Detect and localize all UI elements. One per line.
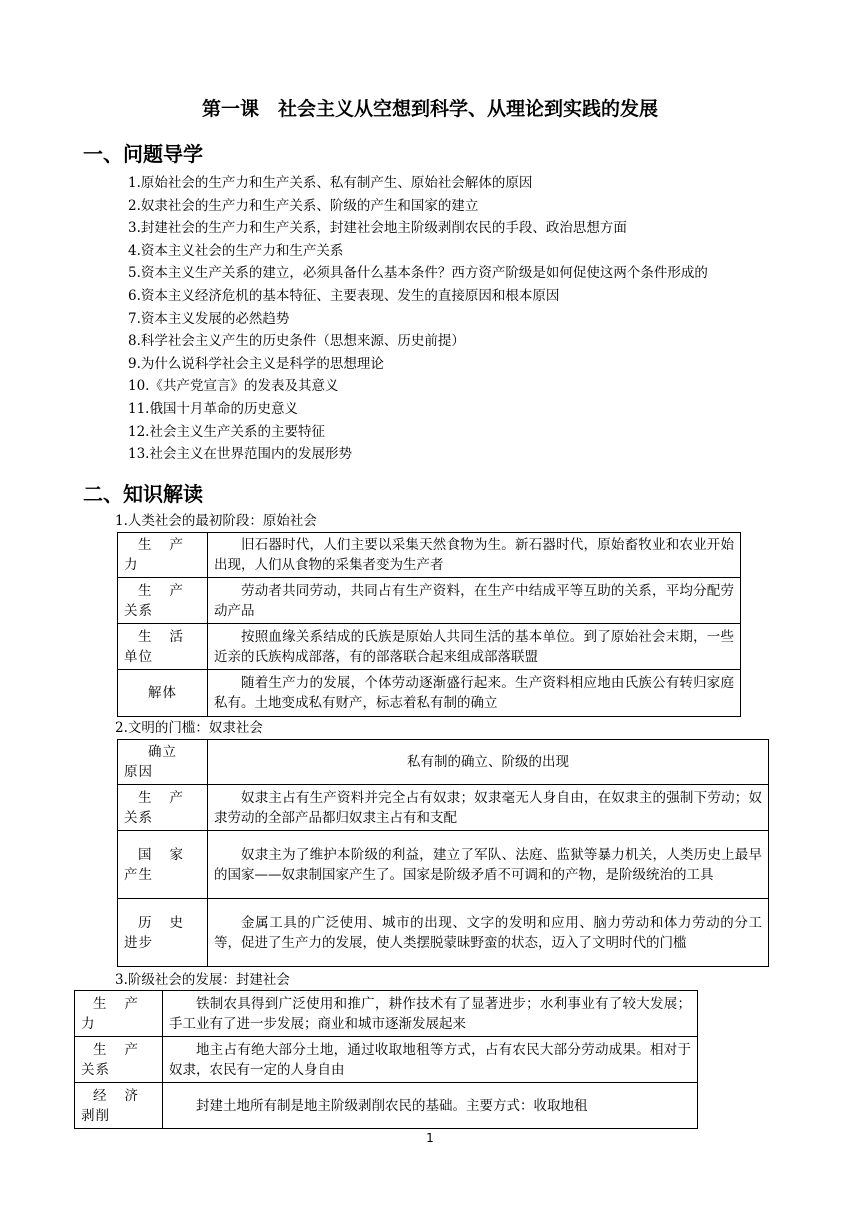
row-label: 生活 单位: [118, 624, 208, 670]
section-heading-knowledge: 二、知识解读: [83, 482, 203, 506]
table-row: [118, 740, 769, 785]
row-content: 奴隶主占有生产资料并完全占有奴隶；奴隶毫无人身自由，在奴隶主的强制下劳动；奴隶劳动的全部产品都归奴隶主占有和支配: [208, 785, 769, 831]
subsection-title-slave: 2.文明的门槛：奴隶社会: [115, 720, 263, 736]
table-row: [118, 899, 769, 967]
row-content: 地主占有绝大部分土地，通过收取地租等方式，占有农民大部分劳动成果。相对于奴隶，农民有一定的人身自由: [163, 1037, 698, 1083]
row-label: 解体: [118, 670, 208, 717]
row-label: 国家 产生: [118, 831, 208, 899]
question-item: 3.封建社会的生产力和生产关系，封建社会地主阶级剥削农民的手段、政治思想方面: [128, 220, 627, 237]
row-label: 生产 力: [75, 991, 163, 1037]
row-label: 生产 关系: [118, 578, 208, 624]
feudal-society-table: [74, 990, 698, 1129]
row-content: 旧石器时代，人们主要以采集天然食物为生。新石器时代，原始畜牧业和农业开始出现，人们从食物的采集者变为生产者: [208, 533, 741, 578]
question-item: 9.为什么说科学社会主义是科学的思想理论: [128, 355, 384, 372]
row-label: 确立 原因: [118, 740, 208, 785]
row-content: 奴隶主为了维护本阶级的利益，建立了军队、法庭、监狱等暴力机关，人类历史上最早的国家——奴隶制国家产生了。国家是阶级矛盾不可调和的产物，是阶级统治的工具: [208, 831, 769, 899]
page-number: 1: [426, 1131, 434, 1145]
row-label: 生产 关系: [75, 1037, 163, 1083]
row-content: 金属工具的广泛使用、城市的出现、文字的发明和应用、脑力劳动和体力劳动的分工等，促进了生产力的发展，使人类摆脱蒙昧野蛮的状态，迈入了文明时代的门槛: [208, 899, 769, 967]
table-row: [118, 670, 741, 717]
table-row: [75, 1037, 698, 1083]
row-content: 随着生产力的发展，个体劳动逐渐盛行起来。生产资料相应地由氏族公有转归家庭私有。土地变成私有财产，标志着私有制的确立: [208, 670, 741, 717]
section-heading-questions: 一、问题导学: [83, 142, 203, 166]
row-label: 历史 进步: [118, 899, 208, 967]
primitive-society-table: [117, 532, 741, 717]
question-item: 6.资本主义经济危机的基本特征、主要表现、发生的直接原因和根本原因: [128, 287, 560, 304]
subsection-title-primitive: 1.人类社会的最初阶段：原始社会: [115, 513, 317, 529]
question-item: 1.原始社会的生产力和生产关系、私有制产生、原始社会解体的原因: [128, 175, 533, 191]
table-row: [75, 1083, 698, 1129]
table-row: [118, 831, 769, 899]
table-row: [118, 785, 769, 831]
row-content: 封建土地所有制是地主阶级剥削农民的基础。主要方式：收取地租: [163, 1083, 698, 1129]
question-item: 5.资本主义生产关系的建立，必须具备什么基本条件？西方资产阶级是如何促使这两个条件形成的: [128, 265, 708, 282]
question-item: 11.俄国十月革命的历史意义: [128, 400, 298, 417]
row-label: 生产 力: [118, 533, 208, 578]
subsection-title-feudal: 3.阶级社会的发展：封建社会: [115, 972, 290, 988]
row-content: 私有制的确立、阶级的出现: [208, 740, 769, 785]
table-row: [118, 624, 741, 670]
question-item: 7.资本主义发展的必然趋势: [128, 310, 290, 327]
row-label: 生产 关系: [118, 785, 208, 831]
row-content: 铁制农具得到广泛使用和推广，耕作技术有了显著进步；水利事业有了较大发展；手工业有了进一步发展；商业和城市逐渐发展起来: [163, 991, 698, 1037]
table-row: [118, 578, 741, 624]
table-row: [118, 533, 741, 578]
question-item: 8.科学社会主义产生的历史条件（思想来源、历史前提）: [128, 333, 465, 350]
row-content: 按照血缘关系结成的氏族是原始人共同生活的基本单位。到了原始社会末期，一些近亲的氏族构成部落，有的部落联合起来组成部落联盟: [208, 624, 741, 670]
question-item: 12.社会主义生产关系的主要特征: [128, 423, 325, 440]
question-item: 4.资本主义社会的生产力和生产关系: [128, 242, 344, 259]
question-item: 10.《共产党宣言》的发表及其意义: [128, 378, 339, 395]
question-list: [128, 172, 708, 466]
question-item: 13.社会主义在世界范围内的发展形势: [128, 446, 352, 463]
row-label: 经济 剥削: [75, 1083, 163, 1129]
row-content: 劳动者共同劳动，共同占有生产资料，在生产中结成平等互助的关系，平均分配劳动产品: [208, 578, 741, 624]
question-item: 2.奴隶社会的生产力和生产关系、阶级的产生和国家的建立: [128, 197, 479, 214]
slave-society-table: [117, 739, 769, 967]
page-title: 第一课 社会主义从空想到科学、从理论到实践的发展: [201, 98, 658, 120]
table-row: [75, 991, 698, 1037]
